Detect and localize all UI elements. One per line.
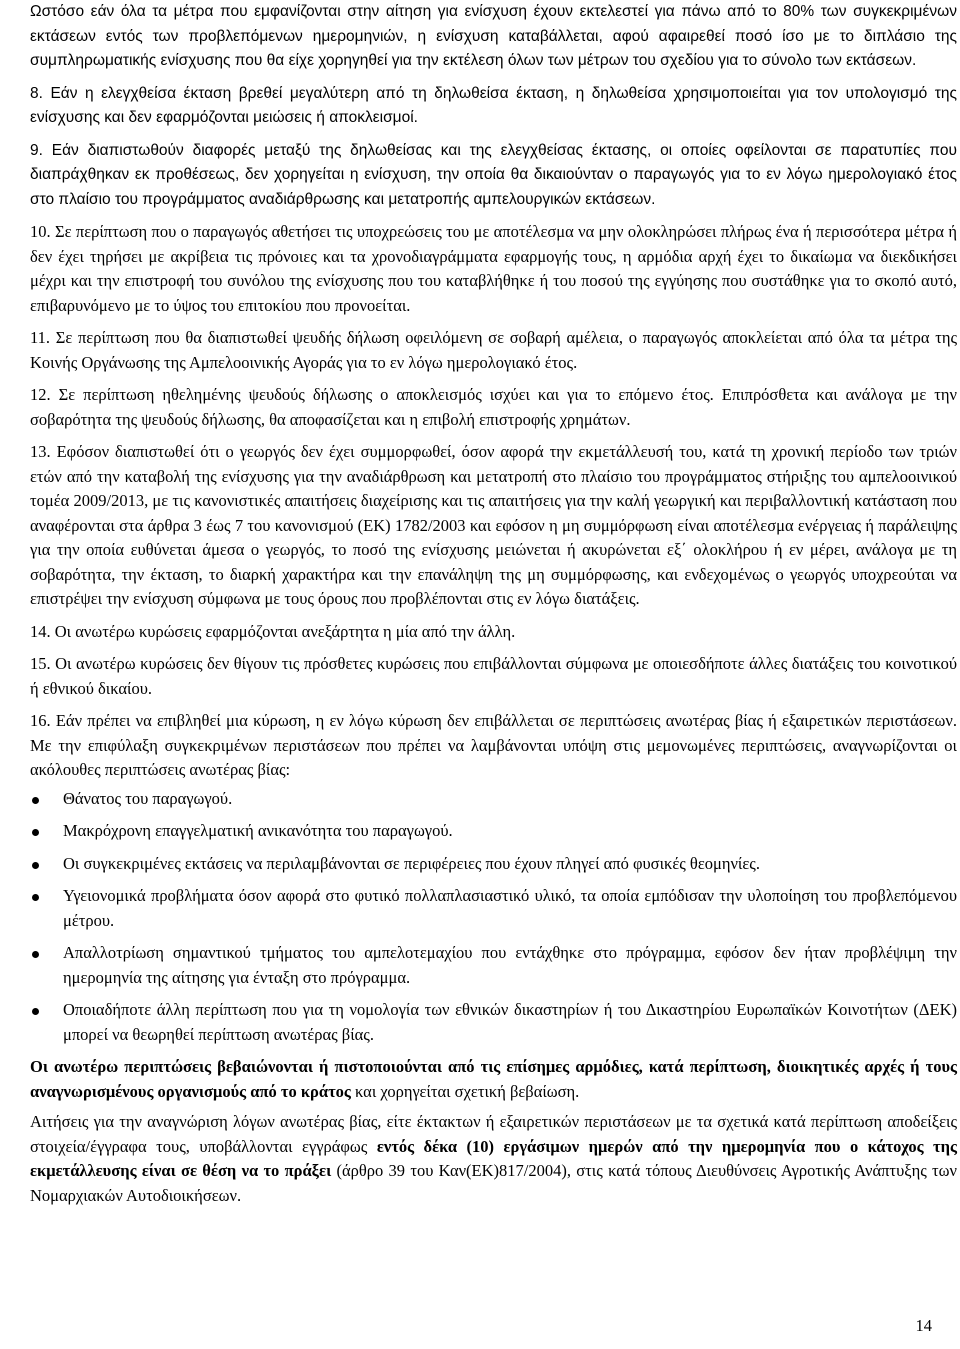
item-number: 10. (30, 222, 51, 241)
item-number: 12. (30, 385, 51, 404)
item-number: 15. (30, 654, 51, 673)
bullet-icon (32, 894, 39, 901)
certification-rest-text: και χορηγείται σχετική βεβαίωση. (350, 1081, 580, 1101)
bullet-text: Οι συγκεκριμένες εκτάσεις να περιλαμβάνονται σε περιφέρειες που έχουν πληγεί από φυσικές θεομηνίες. (63, 853, 760, 873)
list-item-15 (30, 652, 957, 701)
numbered-list (30, 82, 957, 783)
bullet-text: Υγειονομικά προβλήματα όσον αφορά στο φυτικό πολλαπλασιαστικό υλικό, τα οποία εμπόδισαν την υλοποίηση του προβλεπόμενου μέτρου. (63, 886, 957, 930)
item-text: Εάν πρέπει να επιβληθεί μια κύρωση, η εν λόγω κύρωση δεν επιβάλλεται σε περιπτώσεις ανωτέρας βίας ή εξαιρετικών περιστάσεων. Με την επιφύλαξη συγκεκριμένων περιστάσεων που πρέπει να λαμβάνονται υπόψη στις μεμονωμένες περιπτώσεις, αναγνωρίζονται οι ακόλουθες περιπτώσεις ανωτέρας βίας: (30, 711, 958, 779)
applications-paragraph (30, 1110, 957, 1208)
list-item-12 (30, 383, 957, 432)
item-number: 9. (30, 141, 43, 159)
item-text: Οι ανωτέρω κυρώσεις δεν θίγουν τις πρόσθετες κυρώσεις που επιβάλλονται σύμφωνα με οποιεσδήποτε άλλες διατάξεις του κοινοτικού ή εθνικού δικαίου. (30, 654, 957, 698)
item-text: Σε περίπτωση που ο παραγωγός αθετήσει τις υποχρεώσεις του με αποτέλεσμα να μην ολοκληρώσει πλήρως ένα ή περισσότερα μέτρα ή δεν έχει τηρήσει με ακρίβεια τις πρόνοιες και τα χρονοδιαγράμματα εφαρμογής τους, η αρμόδια αρχή έχει το δικαίωμα να διεκδικήσει μέχρι και την επιστροφή του συνόλου της ενίσχυσης που του καταβλήθηκε ή του ποσού της εγγύησης που συστάθηκε για το σκοπό αυτό, επιβαρυνόμενο με το ύψος του επιτοκίου που προνοείται. (30, 222, 958, 315)
list-item-14 (30, 620, 957, 645)
bullet-icon (32, 862, 39, 869)
bullet-text: Οποιαδήποτε άλλη περίπτωση που για τη νομολογία των εθνικών δικαστηρίων ή του Δικαστηρίου Ευρωπαϊκών Κοινοτήτων (ΔΕΚ) μπορεί να θεωρηθεί περίπτωση ανωτέρας βίας. (63, 1000, 957, 1044)
bullet-item (30, 819, 957, 844)
list-item-9 (30, 139, 957, 213)
item-number: 13. (30, 442, 51, 461)
bullet-text: Μακρόχρονη επαγγελματική ανικανότητα του παραγωγού. (63, 821, 453, 840)
certification-bold-text: Οι ανωτέρω περιπτώσεις βεβαιώνονται ή πιστοποιούνται από τις επίσημες αρμόδιες, κατά περίπτωση, διοικητικές αρχές ή τους αναγνωρισμένους οργανισμούς από το κράτος (30, 1057, 957, 1101)
item-text: Εάν η ελεγχθείσα έκταση βρεθεί μεγαλύτερη από τη δηλωθείσα έκταση, η δηλωθείσα χρησιμοποιείται για τον υπολογισμό της ενίσχυσης και δεν εφαρμόζονται μειώσεις ή αποκλεισμοί. (30, 84, 957, 126)
applications-bold-text: εντός δέκα (10) εργάσιμων ημερών από την ημερομηνία που ο κάτοχος της εκμετάλλευσης είναι σε θέση να το πράξει (30, 1136, 957, 1180)
item-number: 16. (30, 711, 51, 730)
bullet-icon (32, 1008, 39, 1015)
list-item-10 (30, 220, 957, 318)
intro-paragraph: Ωστόσο εάν όλα τα μέτρα που εμφανίζονται στην αίτηση για ενίσχυση έχουν εκτελεστεί για πάνω από το 80% των συγκεκριμένων εκτάσεων εντός των προβλεπόμενων ημερομηνιών, η ενίσχυση καταβάλλεται, αφού αφαιρεθεί ποσό ίσο με το διπλάσιο της συμπληρωματικής ενίσχυσης που θα είχε χορηγηθεί για την εκτέλεση όλων των μέτρων του σχεδίου για το σύνολο των εκτάσεων. (30, 3, 957, 69)
bullet-item (30, 787, 957, 812)
item-text: Σε περίπτωση ηθελημένης ψευδούς δήλωσης ο αποκλεισμός ισχύει και για το επόμενο έτος. Επιπρόσθετα και ανάλογα με την σοβαρότητα της ψευδούς δήλωσης, θα αποφασίζεται και η επιβολή επιστροφής χρημάτων. (30, 385, 958, 429)
item-number: 11. (30, 328, 51, 347)
item-text: Εφόσον διαπιστωθεί ότι ο γεωργός δεν έχει συμμορφωθεί, όσον αφορά την εκμετάλλευσή του, κατά τη χρονική περίοδο των τριών ετών από την καταβολή της ενίσχυσης για την αναδιάρθρωση και μετατροπή στο πλαίσιο του προγράμματος στήριξης του αμπελοοινικού τομέα 2009/2013, με τις κανονιστικές απαιτήσεις διαχείρισης και τις απαιτήσεις για την καλή γεωργική και περιβαλλοντική κατάσταση που αναφέρονται στα άρθρα 3 έως 7 του κανονισμού (ΕΚ) 1782/2003 και εφόσον η μη συμμόρφωση είναι αποτέλεσμα ενέργειας ή παράλειψης για την οποία ευθύνεται άμεσα ο γεωργός, το ποσό της ενίσχυσης μειώνεται ή ακυρώνεται εξ΄ ολοκλήρου ή εν μέρει, ανάλογα με τη σοβαρότητα, την έκταση, το διαρκή χαρακτήρα και την επανάληψη της μη συμμόρφωσης, και ενδεχομένως ο γεωργός υποχρεούται να επιστρέψει την ενίσχυση σύμφωνα με τους όρους που προβλέπονται στις εν λόγω διατάξεις. (30, 442, 957, 608)
force-majeure-list (30, 787, 957, 1048)
list-item-13 (30, 440, 957, 612)
item-text: Σε περίπτωση που θα διαπιστωθεί ψευδής δήλωση οφειλόμενη σε σοβαρή αμέλεια, ο παραγωγός αποκλείεται από όλα τα μέτρα της Κοινής Οργάνωσης της Αμπελοοινικής Αγοράς για το εν λόγω ημερολογιακό έτος. (30, 328, 958, 372)
certification-paragraph (30, 1055, 957, 1104)
document-page (30, 0, 957, 1208)
item-text: Οι ανωτέρω κυρώσεις εφαρμόζονται ανεξάρτητα η μία από την άλλη. (54, 621, 516, 641)
bullet-item (30, 998, 957, 1047)
list-item-8 (30, 82, 957, 131)
bullet-item (30, 941, 957, 990)
bullet-item (30, 852, 957, 877)
bullet-icon (32, 797, 39, 804)
bullet-text: Απαλλοτρίωση σημαντικού τμήματος του αμπελοτεμαχίου που εντάχθηκε στο πρόγραμμα, εφόσον δεν ήταν προβλέψιμη την ημερομηνία της αίτησης για ένταξη στο πρόγραμμα. (63, 943, 957, 987)
page-number: 14 (915, 1316, 932, 1335)
bullet-icon (32, 951, 39, 958)
bullet-text: Θάνατος του παραγωγού. (63, 788, 233, 808)
item-number: 14. (30, 621, 51, 641)
bullet-icon (32, 829, 39, 836)
bullet-item (30, 884, 957, 933)
item-number: 8. (30, 84, 43, 102)
item-text: Εάν διαπιστωθούν διαφορές μεταξύ της δηλωθείσας και της ελεγχθείσας έκτασης, οι οποίες οφείλονται σε παρατυπίες που διαπράχθηκαν εκ προθέσεως, δεν χορηγείται η ενίσχυση, την οποία θα δικαιούνταν ο παραγωγός για το εν λόγω ημερολογιακό έτος στο πλαίσιο του προγράμματος αναδιάρθρωσης και μετατροπής αμπελουργικών εκτάσεων. (30, 141, 957, 208)
list-item-11 (30, 326, 957, 375)
list-item-16 (30, 709, 957, 783)
applications-end-text: (άρθρο 39 του Καν(ΕΚ)817/2004), στις κατά τόπους Διευθύνσεις Αγροτικής Ανάπτυξης των Νομαρχιακών Αυτοδιοικήσεων. (30, 1161, 957, 1205)
applications-start-text: Αιτήσεις για την αναγνώριση λόγων ανωτέρας βίας, είτε έκτακτων ή εξαιρετικών περιστάσεων με τα σχετικά κατά περίπτωση αποδείξεις στοιχεία/έγγραφα τους, υποβάλλονται εγγράφως (30, 1112, 957, 1156)
